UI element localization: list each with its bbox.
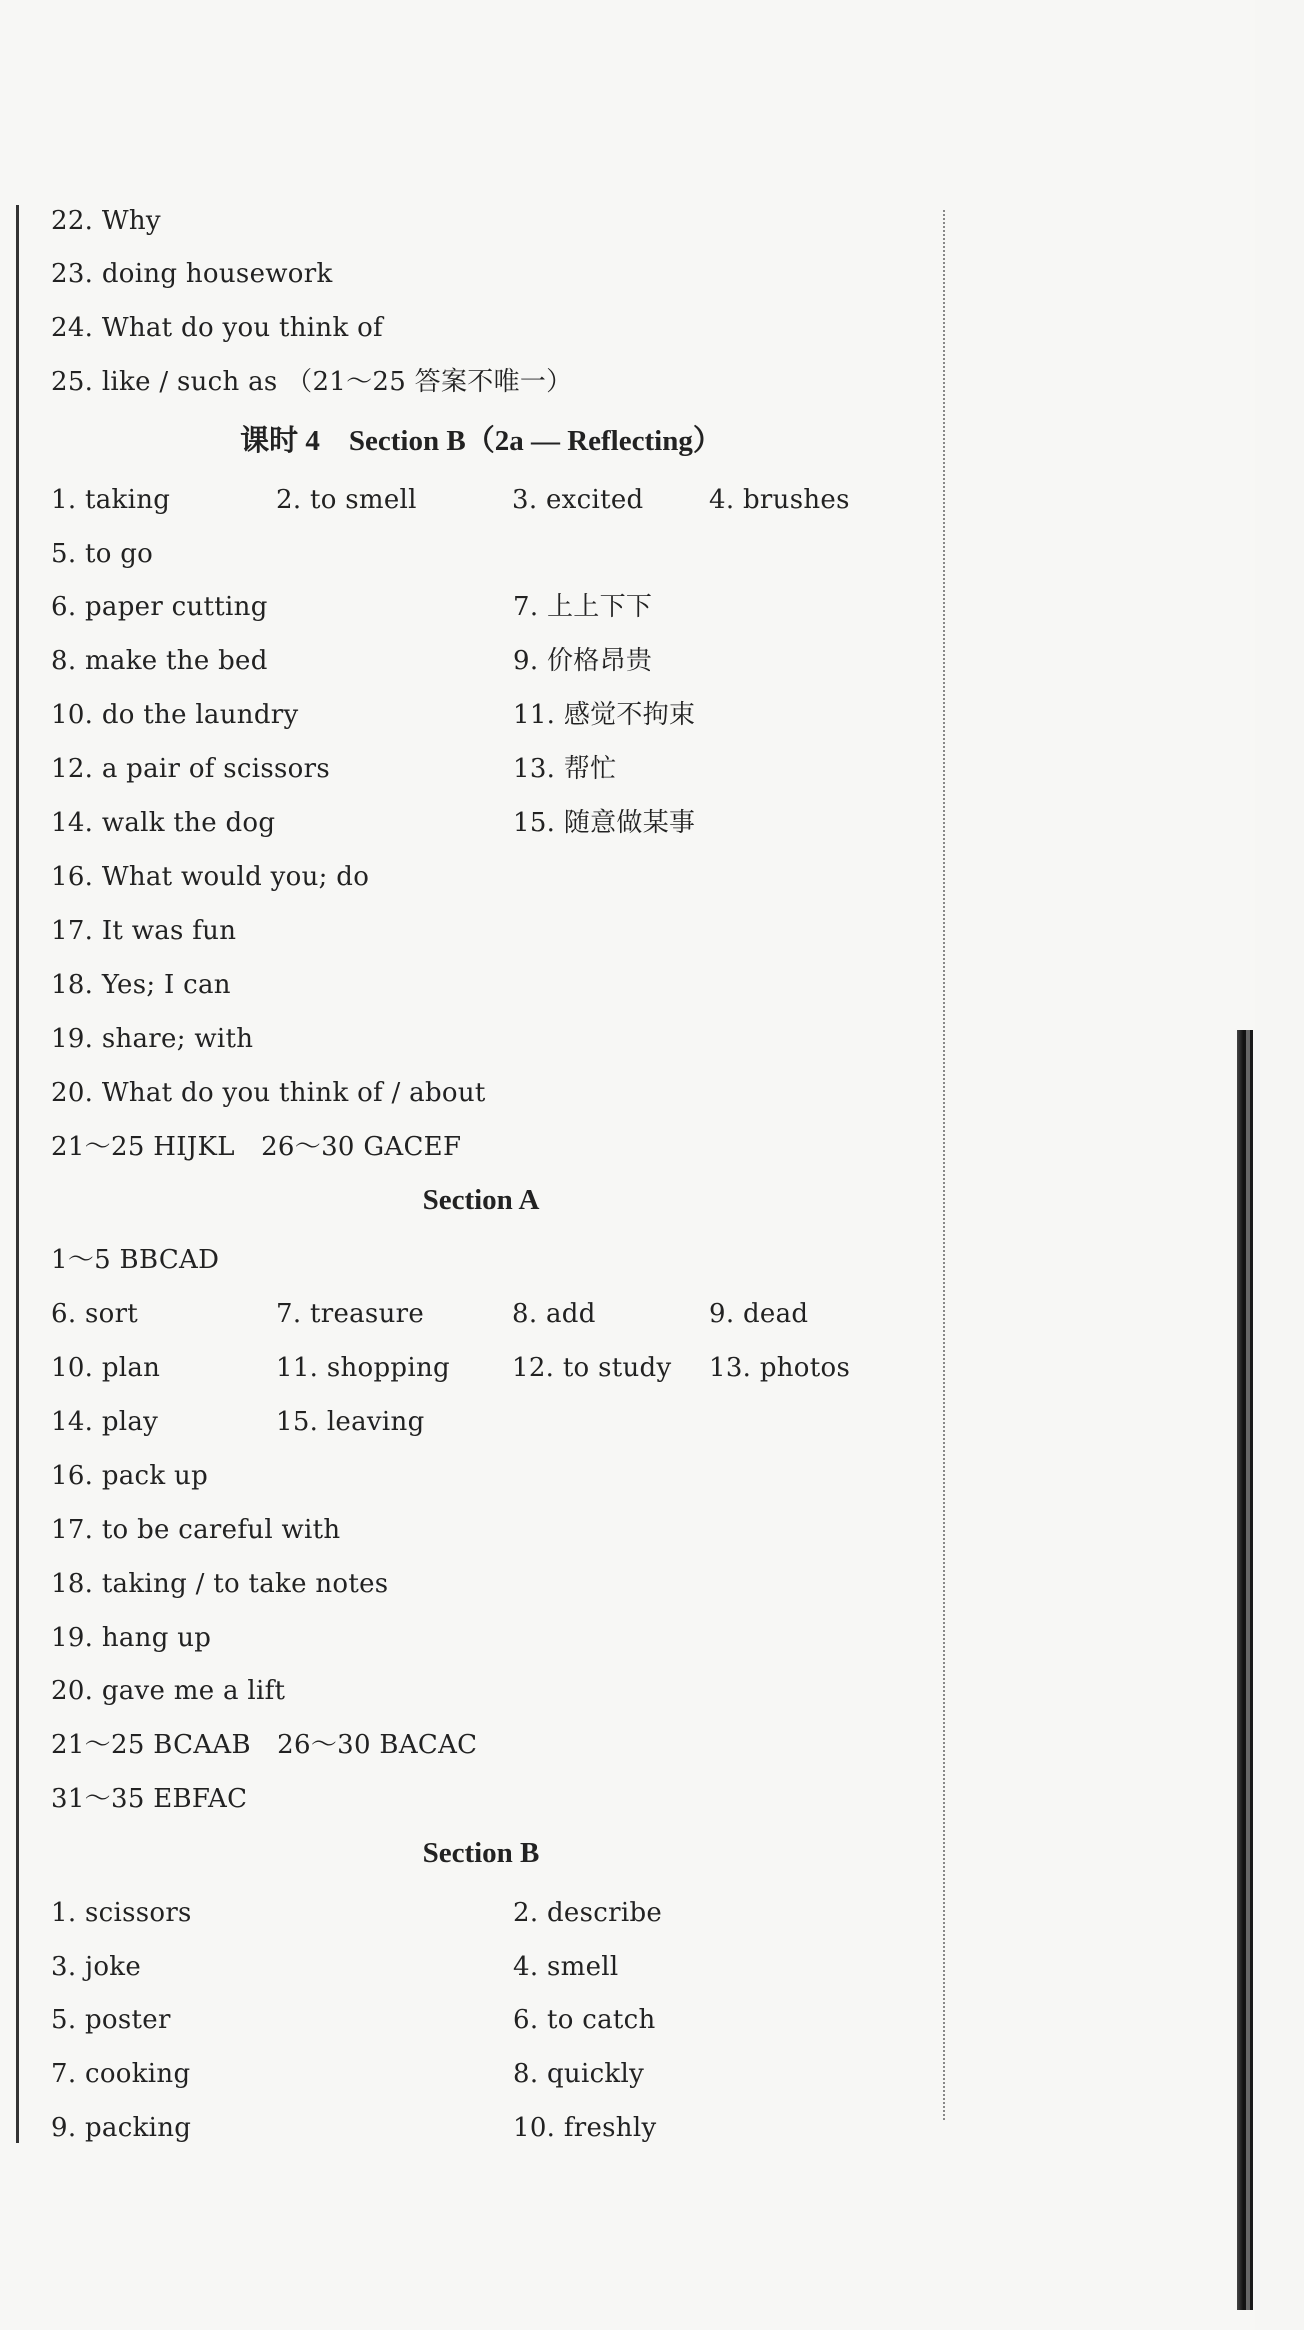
answer-cell: 7. 上上下下 [513, 592, 653, 622]
answer-cell: 2. describe [513, 1898, 663, 1928]
answer-line: 23. doing housework [51, 259, 333, 289]
answer-cell: 11. shopping [276, 1353, 450, 1383]
answer-cell: 6. sort [51, 1299, 139, 1329]
answer-line: 22. Why [51, 206, 161, 236]
answer-line: 21～25 BCAAB 26～30 BACAC [51, 1730, 478, 1760]
answer-cell: 10. freshly [513, 2113, 657, 2143]
section-heading: 课时 4 Section B（2a — Reflecting） [240, 425, 722, 457]
book-spine-highlight [1246, 1030, 1250, 2310]
answer-line: 17. It was fun [51, 916, 237, 946]
answer-line: 1～5 BBCAD [51, 1245, 220, 1275]
answer-cell: 3. joke [51, 1952, 142, 1982]
answer-line: 19. share; with [51, 1024, 254, 1054]
answer-cell: 4. smell [513, 1952, 619, 1982]
answer-cell: 15. leaving [276, 1407, 425, 1437]
answer-cell: 6. paper cutting [51, 592, 268, 622]
answer-line: 24. What do you think of [51, 313, 383, 343]
dotted-fold-line [943, 210, 945, 2120]
answer-line: 5. to go [51, 539, 154, 569]
answer-cell: 3. excited [512, 485, 644, 515]
answer-line: 21～25 HIJKL 26～30 GACEF [51, 1132, 462, 1162]
answer-cell: 15. 随意做某事 [513, 808, 696, 838]
answer-cell: 13. photos [709, 1353, 851, 1383]
answer-line: 18. Yes; I can [51, 970, 231, 1000]
book-spine-edge [1237, 1030, 1253, 2310]
answer-cell: 9. 价格昂贵 [513, 646, 653, 676]
answer-cell: 9. packing [51, 2113, 192, 2143]
answer-cell: 9. dead [709, 1299, 809, 1329]
answer-cell: 6. to catch [513, 2005, 656, 2035]
answer-line: 25. like / such as （21～25 答案不唯一） [51, 367, 573, 397]
answer-line: 20. What do you think of / about [51, 1078, 486, 1108]
answer-cell: 1. scissors [51, 1898, 192, 1928]
answer-cell: 2. to smell [276, 485, 417, 515]
answer-cell: 4. brushes [709, 485, 850, 515]
answer-cell: 10. plan [51, 1353, 161, 1383]
answer-cell: 14. walk the dog [51, 808, 276, 838]
answer-line: 19. hang up [51, 1623, 212, 1653]
answer-cell: 12. to study [512, 1353, 672, 1383]
answer-cell: 8. quickly [513, 2059, 645, 2089]
answer-line: 16. pack up [51, 1461, 209, 1491]
answer-cell: 8. add [512, 1299, 596, 1329]
left-margin-rule [16, 205, 19, 2143]
section-heading: Section A [422, 1184, 540, 1216]
answer-cell: 10. do the laundry [51, 700, 299, 730]
answer-line: 18. taking / to take notes [51, 1569, 389, 1599]
answer-cell: 8. make the bed [51, 646, 268, 676]
answer-cell: 1. taking [51, 485, 171, 515]
answer-cell: 7. cooking [51, 2059, 191, 2089]
section-heading: Section B [422, 1837, 540, 1869]
answer-cell: 12. a pair of scissors [51, 754, 331, 784]
answer-line: 17. to be careful with [51, 1515, 341, 1545]
answer-line: 20. gave me a lift [51, 1676, 286, 1706]
answer-cell: 13. 帮忙 [513, 754, 617, 784]
answer-line: 31～35 EBFAC [51, 1784, 248, 1814]
answer-cell: 5. poster [51, 2005, 171, 2035]
answer-cell: 7. treasure [276, 1299, 425, 1329]
answer-cell: 14. play [51, 1407, 159, 1437]
answer-cell: 11. 感觉不拘束 [513, 700, 696, 730]
answer-line: 16. What would you; do [51, 862, 370, 892]
